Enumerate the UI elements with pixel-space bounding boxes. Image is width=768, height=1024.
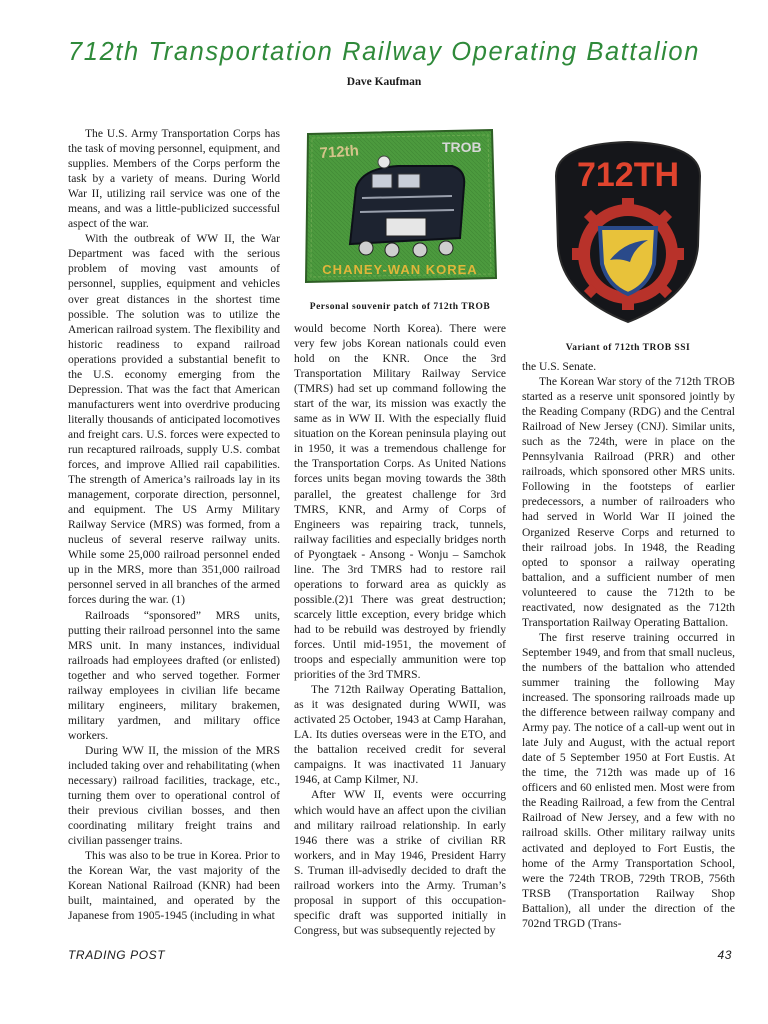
figure-caption-1: Personal souvenir patch of 712th TROB bbox=[309, 302, 491, 312]
patch-text-trob: TROB bbox=[442, 139, 482, 155]
article-title: 712th Transportation Railway Operating Battalion bbox=[68, 38, 700, 66]
publication-name: TRADING POST bbox=[68, 948, 166, 962]
paragraph: After WW II, events were occurring which would have an affect upon the civilian and military railroad relationship. In early 1946 there was a strike of civilian RR workers, and in May 1946, President Harry S. Truman ill-advisedly decided to draft the railroad workers into the Army. Truman’s proposal in support of this occupation-specific draft was supported initially in Congress, but was subsequently rejected by bbox=[294, 789, 506, 937]
patch-text-korea: CHANEY-WAN KOREA bbox=[322, 262, 478, 277]
text-column-2 bbox=[294, 322, 506, 939]
paragraph: The Korean War story of the 712th TROB started as a reserve unit sponsored jointly by the Reading Company (RDG) and the Central Railroad of New Jersey (CNJ). Similar units, such as the 724th, were in place on the Pennsylvania Railroad (PRR) and other railroads, which sponsored other MRS units. Following in the footsteps of earlier predecessors, a number of railroaders who had served in World War II joined the Organized Reserve Corps and returned to their railroad jobs. In 1948, the Reading opted to sponsor a railway operating battalion, and a sufficient number of men volunteered to cause the 712th to be reactivated, now designated as the 712th Transportation Railway Operating Battalion. bbox=[522, 376, 735, 629]
page-number: 43 bbox=[717, 948, 732, 962]
paragraph: the U.S. Senate. bbox=[522, 361, 597, 373]
ssi-patch-image bbox=[548, 136, 708, 326]
text-column-1 bbox=[68, 127, 280, 924]
figure-caption-2: Variant of 712th TROB SSI bbox=[565, 343, 691, 353]
paragraph: The U.S. Army Transportation Corps has the task of moving personnel, equipment, and supplies. Members of the Corps perform the task by a variety of means. During World War II, utilizing rail service was one of the means, and was a little-publicized successful aspect of the war. bbox=[68, 128, 280, 231]
text-column-3 bbox=[522, 360, 735, 932]
paragraph: The first reserve training occurred in September 1949, and from that small nucleus, the numbers of the battalion who attended summer training the following May increased. The sponsoring railroads made up the difference between railway company and Army pay. The notice of a call-up went out in late July and August, with the actual report date of 5 September 1950 at Fort Eustis. At the time, the 712th was made up of 16 officers and 60 enlisted men. Most were from the Reading Railroad, a few from the Central Railroad of New Jersey, and a few with no railroad skills. Other military railway units activated and deployed to Fort Eustis, the home of the Army Transportation School, were the 724th TROB, 729th TROB, 756th TRSB (Transportation Railway Shop Battalion), all under the direction of the 702nd TRGD (Trans- bbox=[522, 631, 735, 930]
paragraph: would become North Korea). There were very few jobs Korean nationals could even hold on the KNR. Once the 3rd Transportation Military Railway Service (TMRS) had set up command following the start of the war, its mission was exactly the same as in WW II. With the especially fluid situation on the Korean peninsula playing out in 1950, it was a tremendous challenge for the Transportation Corps. As United Nations forces units began moving towards the 38th parallel, the greatest challenge for 3rd TMRS, KNR, and Army of Corps of Engineers was repairing track, tunnels, railway facilities and especially bridges north of Pyongtaek - Ansong - Wonju – Samchok line. The 3rd TMRS had to restore rail operations to forward area as quickly as possible.(2)1 There was great destruction; scarcely little exception, every bridge which had to be rebuild was destroyed by friendly forces. Until mid-1951, the movement of troops and especially ammunition were top priorities of the 3rd TMRS. bbox=[294, 323, 506, 682]
author-byline: Dave Kaufman bbox=[346, 76, 422, 88]
paragraph: This was also to be true in Korea. Prior to the Korean War, the vast majority of the Korean National Railroad (KNR) had been built, maintained, and operated by the Japanese from 1905-1945 (including in what bbox=[68, 850, 280, 923]
souvenir-patch-graphic bbox=[302, 126, 498, 286]
paragraph: The 712th Railway Operating Battalion, as it was designated during WWII, was activated 25 October, 1943 at Camp Harahan, LA. Its duties overseas were in the ETO, and the battalion received credit for several campaigns. It was inactivated 11 January 1946, at Camp Kilmer, NJ. bbox=[294, 684, 506, 787]
ssi-patch-graphic bbox=[548, 136, 708, 326]
patch-text-712th-ssi: 712TH bbox=[576, 156, 680, 194]
patch-text-712th: 712th bbox=[319, 142, 360, 162]
souvenir-patch-image bbox=[302, 126, 498, 286]
paragraph: Railroads “sponsored” MRS units, putting their railroad personnel into the same MRS unit. In many instances, individual railroads had employees drafted (or enlisted) together and who served together. Former railway employees in civilian life became military engineers, military brakemen, military yardmen, and military office workers. bbox=[68, 609, 280, 742]
paragraph: During WW II, the mission of the MRS included taking over and rehabilitating (when necessary) railroad facilities, trackage, etc., turning them over to operational control of their previous civilian bosses, and then coordinating military freight trains and civilian passenger trains. bbox=[68, 744, 280, 848]
paragraph: With the outbreak of WW II, the War Department was faced with the serious problem of moving vast amounts of personnel, supplies, equipment and vehicles over great distances in the shortest time possible. The solution was to utilize the American railroad system. The flexibility and historic readiness to expand railroad operations provided a substantial benefit to the U.S. economy emerging from the Depression. That was the fact that American manufacturers went into overdrive producing literally thousands of anticipated locomotives and freight cars. U.S. forces were expected to run recaptured railroads, supply U.S. combat forces, and improve Allied rail capabilities. The strength of America’s railroads lay in its management, corporate direction, personnel, and equipment. The US Army Military Railway Service (MRS) was formed, from a nucleus of several reserve railway units. While some 25,000 railroad personnel ended up in the MRS, more than 351,000 railroad personnel served in all branches of the armed forces during the war. (1) bbox=[68, 233, 280, 607]
